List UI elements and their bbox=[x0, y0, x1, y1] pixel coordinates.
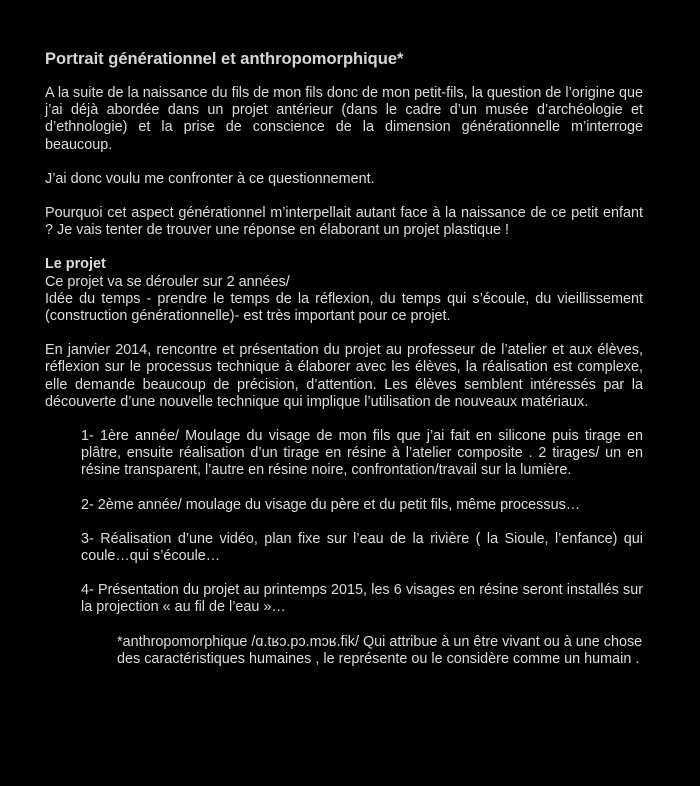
intro-paragraph: Pourquoi cet aspect générationnel m’interpellait autant face à la naissance de ce petit enfant ? Je vais tenter de trouver une réponse en élaborant un projet plastique ! bbox=[45, 205, 643, 239]
project-line: Ce projet va se dérouler sur 2 années/ bbox=[45, 273, 290, 290]
document-body bbox=[45, 49, 643, 668]
list-item: 1- 1ère année/ Moulage du visage de mon fils que j’ai fait en silicone puis tirage en plâtre, ensuite réalisation d’un tirage en résine à l’atelier composite . 2 tirages/ un en résine transparent, l’autre en résine noire, confrontation/travail sur la lumière. bbox=[81, 428, 643, 479]
list-item: 4- Présentation du projet au printemps 2015, les 6 visages en résine seront installés sur la projection « au fil de l’eau »… bbox=[81, 582, 643, 616]
intro-paragraph: A la suite de la naissance du fils de mon fils donc de mon petit-fils, la question de l’origine que j’ai déjà abordée dans un projet antérieur (dans le cadre d’un musée d’archéologie et d’ethnologie) et la prise de conscience de la dimension générationnelle m’interroge beaucoup. bbox=[45, 85, 643, 153]
section-heading: Le projet bbox=[45, 256, 106, 273]
project-line: Idée du temps - prendre le temps de la réflexion, du temps qui s’écoule, du vieillissement (construction générationnelle)- est très important pour ce projet. bbox=[45, 290, 643, 325]
steps-list bbox=[81, 428, 643, 617]
list-item: 3- Réalisation d’une vidéo, plan fixe sur l’eau de la rivière ( la Sioule, l’enfance) qui coule…qui s’écoule… bbox=[81, 530, 643, 565]
footnote: *anthropomorphique /ɑ.tʁɔ.pɔ.mɔʁ.fik/ Qui attribue à un être vivant ou à une chose des caractéristiques humaines , le représente ou le considère comme un humain . bbox=[117, 633, 643, 667]
list-item: 2- 2ème année/ moulage du visage du père et du petit fils, même processus… bbox=[81, 496, 581, 513]
intro-paragraph: J’ai donc voulu me confronter à ce questionnement. bbox=[45, 170, 375, 187]
janvier-paragraph: En janvier 2014, rencontre et présentation du projet au professeur de l’atelier et aux élèves, réflexion sur le processus technique à élaborer avec les élèves, la réalisation est complexe, elle demande beaucoup de précision, d’attention. Les élèves semblent intéressés par la découverte d’une nouvelle technique qui implique l’utilisation de nouveaux matériaux. bbox=[45, 342, 643, 410]
page-title: Portrait générationnel et anthropomorphique* bbox=[45, 50, 404, 68]
project-section bbox=[45, 256, 643, 325]
